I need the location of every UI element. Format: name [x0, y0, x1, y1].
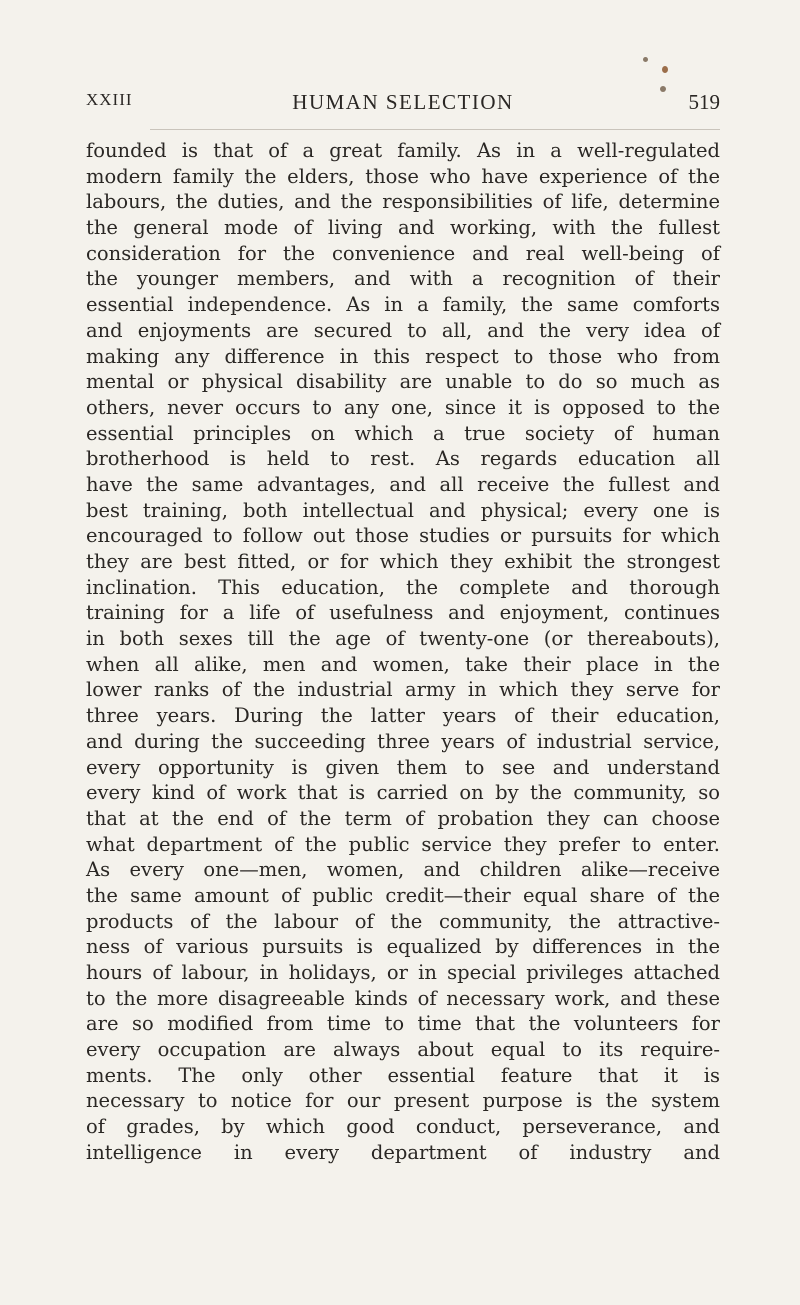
text-line: training for a life of usefulness and enjoyment, continues	[86, 601, 720, 625]
text-line: making any difference in this respect to those who from	[86, 344, 720, 368]
text-line: they are best fitted, or for which they exhibit the strongest	[86, 550, 720, 573]
text-line: every opportunity is given them to see and understand	[86, 755, 720, 779]
page-number: 519	[688, 90, 720, 114]
body-text	[86, 138, 720, 1166]
text-line: inclination. This education, the complete and thorough	[86, 575, 720, 599]
text-line: ness of various pursuits is equalized by differences in the	[86, 935, 720, 959]
text-line: founded is that of a great family. As in a well-regulated	[86, 139, 720, 162]
text-line: ments. The only other essential feature that it is	[86, 1063, 720, 1087]
text-line: every kind of work that is carried on by the community, so	[86, 781, 720, 805]
text-line: to the more disagreeable kinds of necessary work, and these	[86, 986, 720, 1010]
text-line: brotherhood is held to rest. As regards education all	[86, 447, 720, 471]
text-line: essential independence. As in a family, the same comforts	[86, 293, 720, 317]
text-line: and during the succeeding three years of industrial service,	[86, 729, 720, 753]
header-rule	[150, 129, 720, 130]
text-line: that at the end of the term of probation they can choose	[86, 806, 720, 830]
text-line: when all alike, men and women, take their place in the	[86, 652, 720, 676]
text-line: essential principles on which a true society of human	[86, 421, 720, 445]
text-line: the younger members, and with a recognition of their	[86, 267, 720, 291]
text-line: in both sexes till the age of twenty-one (or thereabouts),	[86, 627, 720, 651]
text-line: consideration for the convenience and real well-being of	[86, 241, 720, 265]
text-line: and enjoyments are secured to all, and the very idea of	[86, 318, 720, 342]
text-line: necessary to notice for our present purpose is the system	[86, 1089, 720, 1113]
text-line: have the same advantages, and all receive the fullest and	[86, 472, 720, 496]
chapter-number: XXIII	[86, 90, 133, 109]
text-line: the general mode of living and working, with the fullest	[86, 216, 720, 240]
text-line: modern family the elders, those who have experience of the	[86, 164, 720, 188]
text-line: mental or physical disability are unable to do so much as	[86, 370, 720, 394]
ink-speck	[662, 66, 668, 73]
text-line: best training, both intellectual and physical; every one is	[86, 498, 720, 522]
text-line: As every one—men, women, and children alike—receive	[86, 858, 720, 882]
text-line: lower ranks of the industrial army in which they serve for	[86, 678, 720, 702]
text-line: labours, the duties, and the responsibilities of life, determine	[86, 190, 720, 214]
text-line: what department of the public service they prefer to enter.	[86, 832, 720, 856]
running-title: HUMAN SELECTION	[292, 90, 514, 114]
text-line: products of the labour of the community, the attractive-	[86, 909, 720, 933]
text-line: encouraged to follow out those studies or pursuits for which	[86, 524, 720, 548]
text-line: intelligence in every department of industry and	[86, 1140, 720, 1164]
text-line: of grades, by which good conduct, perseverance, and	[86, 1115, 720, 1139]
page-header	[86, 90, 720, 120]
text-line: hours of labour, in holidays, or in special privileges attached	[86, 961, 720, 984]
text-line: the same amount of public credit—their equal share of the	[86, 883, 720, 907]
text-line: every occupation are always about equal to its require-	[86, 1038, 720, 1062]
text-line: are so modified from time to time that the volunteers for	[86, 1012, 720, 1036]
ink-speck	[643, 57, 648, 62]
text-line: three years. During the latter years of their education,	[86, 704, 720, 728]
text-line: others, never occurs to any one, since it is opposed to the	[86, 395, 720, 419]
